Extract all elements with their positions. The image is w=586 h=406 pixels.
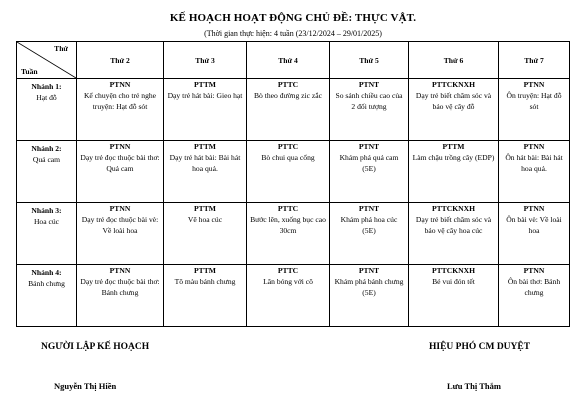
- activity-cell: [247, 141, 330, 203]
- activity-desc: Dạy trẻ đọc thuộc bài thơ: Bánh chưng: [80, 277, 160, 297]
- activity-code: PTNN: [523, 80, 545, 89]
- activity-code: PTNT: [358, 266, 380, 275]
- activity-code: PTNN: [109, 142, 131, 151]
- day-header: Thứ 2: [77, 42, 164, 79]
- activity-code: PTNN: [523, 204, 545, 213]
- activity-cell: [247, 203, 330, 265]
- activity-desc: Dạy trẻ biết chăm sóc và bảo vệ cây hoa cúc: [415, 215, 492, 235]
- activity-desc: Dạy trẻ đọc thuộc bài vè: Về loài hoa: [81, 215, 159, 235]
- activity-code: PTTM: [194, 142, 216, 151]
- activity-code: PTTCKNXH: [431, 80, 476, 89]
- activity-cell: [77, 265, 164, 327]
- planner-role-label: NGƯỜI LẬP KẾ HOẠCH: [41, 342, 150, 352]
- activity-cell: [330, 79, 409, 141]
- activity-code: PTTM: [194, 204, 216, 213]
- activity-desc: Khám phá quả cam (5E): [339, 153, 399, 173]
- activity-cell: [499, 203, 570, 265]
- activity-cell: [409, 203, 499, 265]
- activity-desc: So sánh chiều cao của 2 đối tượng: [335, 91, 403, 111]
- activity-plan-table: [16, 41, 570, 327]
- activity-desc: Bước lên, xuống bục cao 30cm: [250, 215, 326, 235]
- activity-cell: [499, 265, 570, 327]
- week-name: Nhánh 4:: [31, 268, 62, 277]
- activity-cell: [409, 79, 499, 141]
- activity-code: PTTCKNXH: [431, 204, 476, 213]
- activity-desc: Làm chậu trồng cây (EDP): [412, 153, 495, 162]
- activity-code: PTNT: [358, 204, 380, 213]
- activity-code: PTTC: [277, 204, 299, 213]
- activity-cell: [499, 141, 570, 203]
- activity-code: PTNT: [358, 80, 380, 89]
- day-header: Thứ 4: [247, 42, 330, 79]
- table-row: [17, 141, 570, 203]
- approver-name: Lưu Thị Thắm: [447, 381, 501, 391]
- document-subtitle: (Thời gian thực hiện: 4 tuần (23/12/2024 – 29/01/2025): [204, 29, 382, 38]
- activity-desc: Bò theo đường zic zắc: [253, 91, 322, 100]
- corner-day-label: Thứ: [54, 44, 68, 53]
- corner-header-cell: [17, 42, 77, 79]
- document-title: KẾ HOẠCH HOẠT ĐỘNG CHỦ ĐỀ: THỰC VẬT.: [169, 12, 417, 24]
- activity-code: PTTCKNXH: [431, 266, 476, 275]
- activity-cell: [247, 79, 330, 141]
- activity-cell: [77, 203, 164, 265]
- planner-name: Nguyễn Thị Hiền: [54, 381, 117, 391]
- activity-code: PTTM: [442, 142, 465, 151]
- activity-code: PTTM: [194, 80, 216, 89]
- activity-desc: Tô màu bánh chưng: [174, 277, 236, 286]
- day-header: Thứ 7: [499, 42, 570, 79]
- table-row: [17, 79, 570, 141]
- week-cell: [17, 141, 77, 203]
- activity-desc: Ôn truyện: Hạt đỗ sót: [506, 91, 562, 111]
- activity-desc: Bò chui qua cổng: [261, 153, 315, 162]
- week-cell: [17, 79, 77, 141]
- week-name: Nhánh 1:: [31, 82, 62, 91]
- activity-desc: Ôn bài vè: Về loài hoa: [506, 215, 562, 235]
- activity-desc: Kể chuyện cho trẻ nghe truyện: Hạt đỗ sót: [83, 91, 157, 111]
- activity-code: PTNN: [523, 142, 545, 151]
- activity-desc: Ôn hát bài: Bài hát hoa quả.: [505, 153, 563, 173]
- activity-cell: [77, 141, 164, 203]
- activity-code: PTNT: [358, 142, 380, 151]
- activity-code: PTNN: [523, 266, 545, 275]
- activity-desc: Vẽ hoa cúc: [187, 215, 223, 224]
- table-header-row: [17, 42, 570, 79]
- activity-desc: Bé vui đón tết: [432, 277, 475, 286]
- approver-role-label: HIỆU PHÓ CM DUYỆT: [429, 342, 531, 352]
- activity-code: PTNN: [109, 80, 131, 89]
- activity-cell: [409, 265, 499, 327]
- activity-code: PTTC: [277, 266, 299, 275]
- activity-cell: [499, 79, 570, 141]
- activity-cell: [164, 203, 247, 265]
- activity-desc: Dạy trẻ hát bài: Gieo hạt: [167, 91, 243, 100]
- corner-week-label: Tuần: [21, 67, 38, 76]
- week-topic: Hoa cúc: [33, 217, 60, 226]
- activity-desc: Khám phá bánh chưng (5E): [334, 277, 404, 297]
- day-header: Thứ 6: [409, 42, 499, 79]
- activity-desc: Ôn bài thơ: Bánh chưng: [507, 277, 561, 297]
- activity-desc: Khám phá hoa cúc (5E): [340, 215, 398, 235]
- activity-cell: [330, 265, 409, 327]
- activity-cell: [164, 141, 247, 203]
- week-topic: Bánh chưng: [28, 279, 65, 288]
- week-cell: [17, 265, 77, 327]
- week-name: Nhánh 3:: [31, 206, 62, 215]
- week-cell: [17, 203, 77, 265]
- activity-code: PTTM: [194, 266, 216, 275]
- table-row: [17, 203, 570, 265]
- activity-cell: [330, 203, 409, 265]
- week-topic: Quả cam: [32, 155, 61, 164]
- activity-cell: [247, 265, 330, 327]
- activity-code: PTTC: [277, 142, 299, 151]
- activity-desc: Dạy trẻ hát bài: Bài hát hoa quả.: [169, 153, 241, 173]
- activity-cell: [164, 265, 247, 327]
- activity-cell: [164, 79, 247, 141]
- activity-code: PTNN: [109, 266, 131, 275]
- week-name: Nhánh 2:: [31, 144, 62, 153]
- activity-cell: [77, 79, 164, 141]
- day-header: Thứ 3: [164, 42, 247, 79]
- activity-desc: Dạy trẻ đọc thuộc bài thơ: Quả cam: [80, 153, 160, 173]
- table-row: [17, 265, 570, 327]
- activity-cell: [409, 141, 499, 203]
- activity-cell: [330, 141, 409, 203]
- activity-desc: Dạy trẻ biết chăm sóc và bảo vệ cây đỗ: [415, 91, 492, 111]
- day-header: Thứ 5: [330, 42, 409, 79]
- activity-code: PTTC: [277, 80, 299, 89]
- activity-desc: Lăn bóng với cô: [263, 277, 313, 286]
- week-topic: Hạt đỗ: [36, 93, 57, 102]
- activity-code: PTNN: [109, 204, 131, 213]
